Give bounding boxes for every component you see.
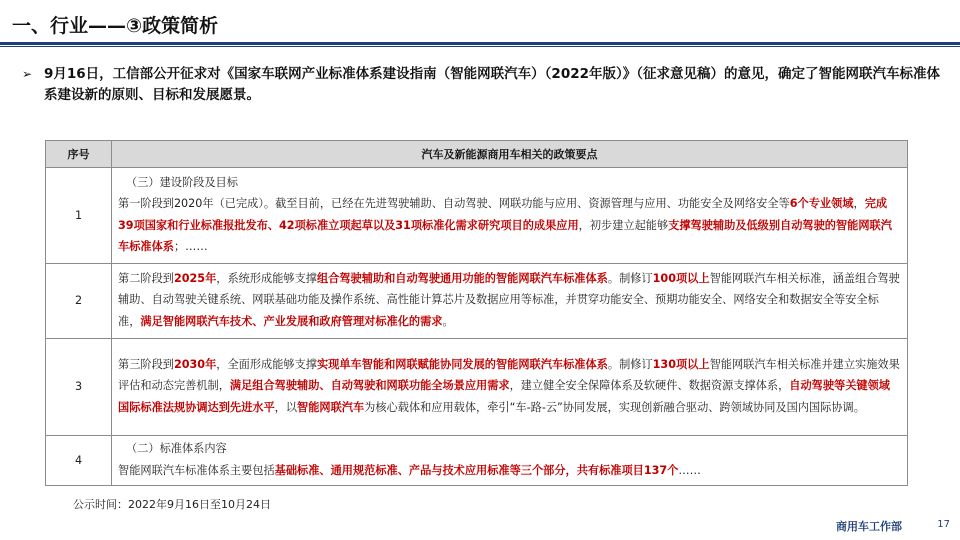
body-text: 为核心载体和应用载体，牵引“车-路-云”协同发展，实现创新融合驱动、跨领域协同及国内国际协调。 — [364, 400, 865, 414]
arrow-bullet-icon: ➢ — [22, 67, 33, 81]
table-row — [46, 264, 908, 339]
body-text: （二）标准体系内容 — [126, 442, 227, 455]
department-label: 商用车工作部 — [836, 520, 902, 533]
body-text: （三）建设阶段及目标 — [126, 175, 238, 189]
row-content — [112, 168, 908, 264]
highlighted-text: 6个专业领域 — [789, 197, 854, 210]
body-text: ， — [853, 197, 865, 210]
row-number: 4 — [46, 436, 112, 486]
summary-bullet — [22, 64, 940, 106]
body-text: …… — [678, 463, 701, 477]
highlighted-text: 自动驾驶等关键领域国际标准法规协调达到先进水平 — [118, 379, 890, 414]
column-header-content: 汽车及新能源商用车相关的政策要点 — [112, 141, 908, 168]
column-header-number: 序号 — [46, 141, 112, 168]
policy-table — [45, 140, 908, 486]
highlighted-text: 完成39项国家和行业标准报批发布、42项标准立项起草以及31项标准化需求研究项目的成果应用 — [118, 197, 888, 232]
highlighted-text: 基础标准、通用规范标准、产品与技术应用标准等三个部分，共有标准项目137个 — [274, 463, 679, 477]
row-content — [112, 339, 908, 436]
table-row — [46, 436, 908, 486]
row-number: 1 — [46, 168, 112, 264]
body-text: 智能网联汽车标准体系主要包括 — [118, 463, 275, 477]
body-text: 。制修订 — [607, 357, 653, 371]
table-header-row — [46, 141, 908, 168]
summary-text: 9月16日，工信部公开征求对《国家车联网产业标准体系建设指南（智能网联汽车）（2022年版）》（征求意见稿）的意见，确定了智能网联汽车标准体系建设新的原则、目标和发展愿景。 — [44, 66, 941, 103]
highlighted-text: 2030年 — [173, 357, 217, 371]
body-text: ，全面形成能够支撑 — [216, 357, 317, 371]
body-text: 第一阶段到2020年（已完成）。截至目前，已经在先进驾驶辅助、自动驾驶、网联功能与应用、资源管理与应用、功能安全及网络安全等 — [118, 197, 790, 210]
row-number: 3 — [46, 339, 112, 436]
highlighted-text: 实现单车智能和网联赋能协同发展的智能网联汽车标准体系 — [316, 357, 608, 371]
body-text: 。 — [442, 314, 454, 328]
title-divider-thin — [0, 46, 960, 47]
body-text: 第三阶段到 — [118, 357, 174, 371]
highlighted-text: 满足组合驾驶辅助、自动驾驶和网联功能全场景应用需求 — [229, 379, 510, 393]
body-text: 智能网联汽车相关标准并建立实施效果评估和动态完善机制， — [118, 357, 900, 393]
body-text: ，系统形成能够支撑 — [216, 271, 317, 285]
highlighted-text: 满足智能网联汽车技术、产业发展和政府管理对标准化的需求 — [140, 314, 443, 328]
publicity-period-note: 公示时间：2022年9月16日至10月24日 — [73, 498, 271, 511]
page-title: 一、行业——③政策简析 — [12, 15, 219, 37]
highlighted-text: 支撑驾驶辅助及低级别自动驾驶的智能网联汽车标准体系 — [118, 218, 892, 253]
highlighted-text: 100项以上 — [652, 271, 710, 285]
title-divider — [0, 42, 960, 45]
body-text: 第二阶段到 — [118, 271, 174, 285]
body-text: ，以 — [274, 400, 298, 414]
row-content — [112, 264, 908, 339]
highlighted-text: 2025年 — [173, 271, 217, 285]
body-text: ，建立健全安全保障体系及软硬件、数据资源支撑体系， — [509, 379, 790, 393]
table-row — [46, 168, 908, 264]
page-number: 17 — [937, 519, 950, 530]
body-text: 。制修订 — [607, 271, 653, 285]
row-content — [112, 436, 908, 486]
body-text: ，初步建立起能够 — [578, 218, 669, 232]
body-text: ；…… — [173, 240, 208, 253]
highlighted-text: 智能网联汽车 — [297, 400, 365, 414]
highlighted-text: 组合驾驶辅助和自动驾驶通用功能的智能网联汽车标准体系 — [316, 271, 608, 285]
row-number: 2 — [46, 264, 112, 339]
body-text: 智能网联汽车相关标准，涵盖组合驾驶辅助、自动驾驶关键系统、网联基础功能及操作系统、高性能计算芯片及数据应用等标准，并贯穿功能安全、预期功能安全、网络安全和数据安全等安全标准， — [118, 271, 900, 328]
highlighted-text: 130项以上 — [652, 357, 710, 371]
table-row — [46, 339, 908, 436]
